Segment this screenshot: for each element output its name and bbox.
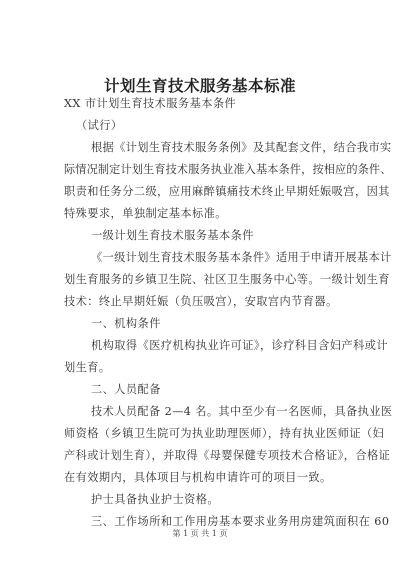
paragraph-line: 机构取得《医疗机构执业许可证》，诊疗科目含妇产科或计 bbox=[91, 339, 388, 352]
paragraph-line: 根据《计划生育技术服务条例》及其配套文件，结合我市实 bbox=[91, 141, 392, 154]
section-heading: 二、人员配备 bbox=[91, 383, 161, 396]
paragraph-line: 技术人员配备 2—4 名。其中至少有一名医师，具备执业医 bbox=[91, 405, 393, 418]
trial-note: （试行） bbox=[76, 119, 123, 132]
paragraph-line: 技术：终止早期妊娠（负压吸宫），安取宫内节育器。 bbox=[64, 295, 338, 308]
paragraph-line: 特殊要求，单独制定基本标准。 bbox=[64, 207, 227, 220]
section-heading: 一级计划生育技术服务基本条件 bbox=[91, 229, 254, 242]
paragraph-line: 际情况制定计划生育技术服务执业准入基本条件，按相应的条件、 bbox=[64, 163, 392, 176]
paragraph-line: 划生育。 bbox=[64, 361, 111, 374]
paragraph-line: 划生育服务的乡镇卫生院、社区卫生服务中心等。一级计划生育 bbox=[64, 273, 390, 286]
paragraph-line: 护士具备执业护士资格。 bbox=[91, 493, 220, 506]
paragraph-line: 师资格（乡镇卫生院可为执业助理医师），持有执业医师证（妇 bbox=[64, 427, 385, 440]
paragraph-line: 《一级计划生育技术服务基本条件》适用于申请开展基本计 bbox=[91, 251, 392, 264]
page-footer: 第 1 页 共 1 页 bbox=[172, 529, 228, 538]
paragraph-line: 产科或计划生育），并取得《母婴保健专项技术合格证》，合格证 bbox=[64, 449, 391, 462]
section-heading: 三、工作场所和工作用房基本要求业务用房建筑面积在 60 bbox=[91, 515, 390, 528]
section-heading: 一、机构条件 bbox=[91, 317, 161, 330]
paragraph-line: 在有效期内，具体项目与机构申请许可的项目一致。 bbox=[64, 471, 332, 484]
subtitle-line: XX 市计划生育技术服务基本条件 bbox=[64, 97, 237, 110]
paragraph-line: 职责和任务分二级，应用麻醉镇痛技术终止早期妊娠吸宫，因其 bbox=[64, 185, 390, 198]
document-title: 计划生育技术服务基本标准 bbox=[103, 77, 296, 95]
